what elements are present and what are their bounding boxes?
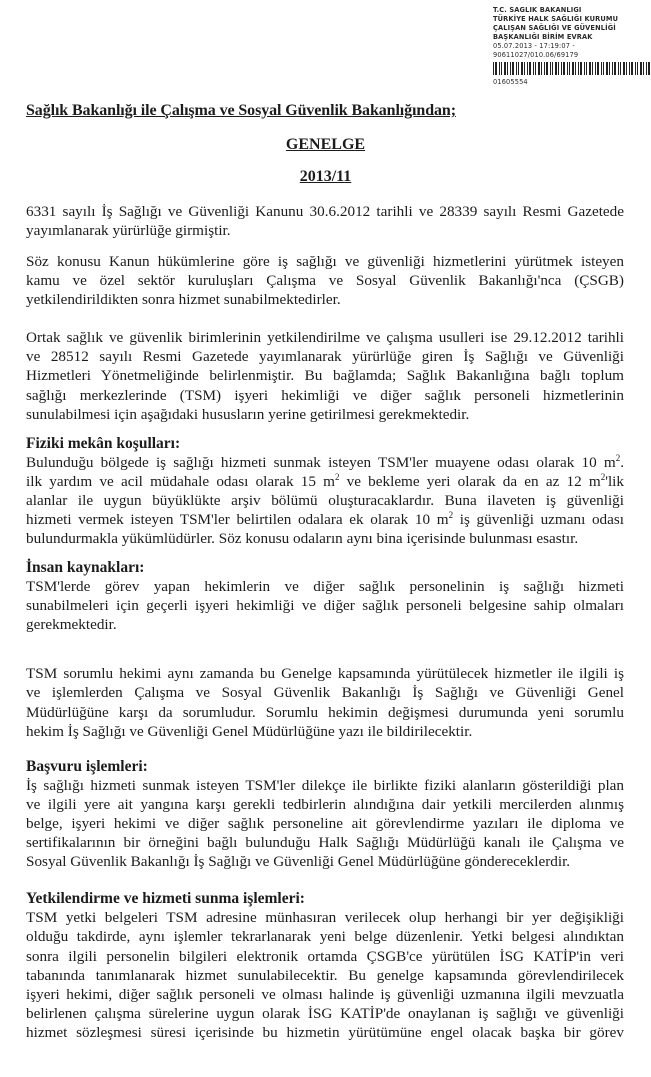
barcode-bar — [620, 62, 621, 75]
document-title: Sağlık Bakanlığı ile Çalışma ve Sosyal Güvenlik Bakanlığından; — [26, 102, 456, 119]
text: . — [620, 454, 624, 471]
barcode-bar — [618, 62, 619, 75]
text: Bulunduğu bölgede iş sağlığı hizmeti sunmak isteyen TSM'ler muayene odası olarak 10 m — [26, 454, 616, 471]
paragraph-line: ve ilgili yere ait yangına karşı gerekli tedbirlerin alındığına dair yetkili mercilerden alınmış — [26, 796, 624, 813]
paragraph-line: belirlenen çalışma sürelerine uygun olarak İSG KATİP'de onaylanan iş sağlığı ve güvenliği — [26, 1005, 624, 1022]
barcode-bar — [597, 62, 599, 75]
paragraph-line: sunabilmeleri için geçerli işyeri hekimliği ve diğer sağlık personeli belgesine sahip olmaları — [26, 597, 624, 614]
barcode-bar — [575, 62, 576, 75]
barcode-bar — [640, 62, 642, 75]
superscript: 2 — [334, 471, 340, 482]
paragraph-line: 6331 sayılı İş Sağlığı ve Güvenliği Kanunu 30.6.2012 tarihli ve 28339 sayılı Resmi Gazetede — [26, 203, 624, 220]
section-heading-application: Başvuru işlemleri: — [26, 758, 148, 775]
stamp-line: T.C. SAĞLIK BAKANLIĞI — [493, 6, 582, 14]
barcode-bar — [584, 62, 585, 75]
barcode-bar — [529, 62, 531, 75]
paragraph-line: ve 28512 sayılı Resmi Gazetede yayımlanarak yürürlüğe giren İş Sağlığı ve Güvenliği — [26, 348, 624, 365]
paragraph-line: işyeri hekimi, diğer sağlık personeli ve olması halinde iş güvenliği uzmanına ilgili mevzuatla — [26, 986, 624, 1003]
barcode-icon — [493, 62, 651, 75]
document-type: GENELGE — [285, 136, 366, 153]
stamp-line: ÇALIŞAN SAĞLIĞI VE GÜVENLİĞİ — [493, 24, 616, 32]
barcode-bar — [538, 62, 540, 75]
barcode-bar — [648, 62, 650, 75]
barcode-bar — [567, 62, 568, 75]
paragraph-line: Söz konusu Kanun hükümlerine göre iş sağlığı ve güvenliği hizmetlerini yürütmek isteyen — [26, 253, 624, 270]
paragraph-line — [26, 511, 624, 529]
barcode-bar — [646, 62, 647, 75]
paragraph-line: TSM yetki belgeleri TSM adresine münhasıran verilecek olup herhangi bir yer değişikliği — [26, 909, 624, 926]
paragraph-line: hekim İş Sağlığı ve Güvenliği Genel Müdürlüğüne yazı ile bildirilecektir. — [26, 723, 473, 740]
barcode-bar — [493, 62, 494, 75]
paragraph-line — [26, 492, 624, 510]
barcode-bar — [580, 62, 582, 75]
text: bulundurmakla yükümlüdürler. Söz konusu odaların aynı bina içerisinde bulunması esastır. — [26, 530, 579, 547]
paragraph-line: Ortak sağlık ve güvenlik birimlerinin yetkilendirilme ve çalışma usulleri ise 29.12.2012 tarihli — [26, 329, 624, 346]
superscript: 2 — [600, 471, 606, 482]
barcode-bar — [572, 62, 574, 75]
text: hizmeti vermek isteyen TSM'ler belirtilen odalara ek olarak 10 m — [26, 511, 449, 528]
section-heading-physical: Fiziki mekân koşulları: — [26, 435, 181, 452]
barcode-bar — [637, 62, 638, 75]
barcode-bar — [546, 62, 548, 75]
paragraph-line: hizmet sözleşmesi süresi içerisinde bu hizmetin yürütümüne engel olacak başka bir görev — [26, 1024, 624, 1041]
barcode-bar — [507, 62, 508, 75]
barcode-bar — [614, 62, 616, 75]
registry-stamp — [493, 6, 651, 87]
text: iş güvenliği uzmanı odası — [453, 511, 625, 528]
section-heading-authorization: Yetkilendirme ve hizmeti sunma işlemleri: — [26, 890, 305, 907]
paragraph-line: olduğu takdirde, aynı işlemler tekrarlanarak yeni belge düzenlenir. Yetki belgesi alındıktan — [26, 928, 624, 945]
barcode-bar — [606, 62, 608, 75]
stamp-reference: 90611027/010.06/69179 — [493, 51, 579, 59]
barcode-bar — [495, 62, 497, 75]
barcode-bars — [493, 62, 651, 75]
barcode-bar — [561, 62, 562, 75]
barcode-bar — [524, 62, 525, 75]
barcode-bar — [601, 62, 602, 75]
paragraph-line — [26, 473, 624, 491]
section-heading-human-resources: İnsan kaynakları: — [26, 559, 145, 576]
barcode-bar — [569, 62, 570, 75]
barcode-bar — [589, 62, 591, 75]
paragraph-line — [26, 530, 624, 548]
paragraph-line: kamu ve özel sektör kuruluşları Çalışma ve Sosyal Güvenlik Bakanlığı'nca (ÇSGB) — [26, 272, 624, 289]
text: alanlar ile uygun büyüklükte arşiv bölümü oluşturacaklardır. Buna ilaveten iş güvenliği — [26, 492, 624, 509]
paragraph-line: sertifikalarının bir örneğini bağlı bulunduğu Halk Sağlığı Müdürlüğü kanalı ile Çalışma ve — [26, 834, 624, 851]
barcode-bar — [510, 62, 511, 75]
paragraph-line: sağlığı merkezlerinde (TSM) işyeri hekimliği ve diğer sağlık personeli hizmetlerinin — [26, 387, 624, 404]
barcode-bar — [586, 62, 587, 75]
barcode-bar — [643, 62, 644, 75]
stamp-datetime: 05.07.2013 - 17:19:07 - — [493, 42, 575, 50]
paragraph-line: yayımlanarak yürürlüğe girmiştir. — [26, 222, 231, 239]
barcode-bar — [501, 62, 502, 75]
stamp-line: TÜRKİYE HALK SAĞLIĞI KURUMU — [493, 15, 619, 23]
barcode-bar — [527, 62, 528, 75]
paragraph-line: Müdürlüğüne karşı da sorumludur. Sorumlu hekimin değişmesi durumunda yeni sorumlu — [26, 704, 624, 721]
barcode-bar — [578, 62, 579, 75]
text: ilk yardım ve acil müdahale odası olarak 15 m — [26, 473, 335, 490]
superscript: 2 — [448, 509, 454, 520]
paragraph-line: tabanında tanımlanarak hizmet sunulabilecektir. Bu genelge kapsamında görevlendirilecek — [26, 967, 624, 984]
text: 'lik — [605, 473, 624, 490]
barcode-bar — [518, 62, 519, 75]
barcode-bar — [558, 62, 559, 75]
barcode-bar — [516, 62, 517, 75]
paragraph-line: belge, işyeri hekimi ve diğer sağlık personeline ait görevlendirme yazıları ile diploma ve — [26, 815, 624, 832]
barcode-bar — [592, 62, 593, 75]
barcode-number: 01605554 — [493, 78, 528, 86]
paragraph-line: sonra ilgili personelin bilgileri elektronik ortamda ÇSGB'ce yürütülen İSG KATİP'in veri — [26, 948, 624, 965]
paragraph-line: gerekmektedir. — [26, 616, 117, 633]
barcode-bar — [635, 62, 636, 75]
barcode-bar — [550, 62, 551, 75]
barcode-bar — [533, 62, 534, 75]
barcode-bar — [521, 62, 523, 75]
barcode-bar — [626, 62, 627, 75]
text: ve bekleme yeri olarak da en az 12 m — [339, 473, 601, 490]
barcode-bar — [504, 62, 506, 75]
paragraph-line: sunulabilmesi için aşağıdaki hususların yerine getirilmesi gerekmektedir. — [26, 406, 470, 423]
barcode-bar — [512, 62, 514, 75]
barcode-bar — [595, 62, 596, 75]
barcode-bar — [631, 62, 633, 75]
barcode-bar — [629, 62, 630, 75]
paragraph-line: Hizmetleri Yönetmeliğinde belirlenmiştir. Bu bağlamda; Sağlık Bakanlığına bağlı toplum — [26, 367, 624, 384]
paragraph-line: ve işlemlerden Çalışma ve Sosyal Güvenlik Bakanlığı İş Sağlığı ve Güvenliği Genel — [26, 684, 624, 701]
stamp-line: BAŞKANLIĞI BİRİM EVRAK — [493, 33, 593, 41]
barcode-bar — [623, 62, 625, 75]
paragraph-line: yetkilendirildikten sonra hizmet sunabilmektedirler. — [26, 291, 341, 308]
superscript: 2 — [615, 452, 621, 463]
barcode-bar — [612, 62, 613, 75]
paragraph-line: Sosyal Güvenlik Bakanlığı İş Sağlığı ve Güvenliği Genel Müdürlüğüne göndereceklerdir. — [26, 853, 571, 870]
barcode-bar — [544, 62, 545, 75]
paragraph-line: TSM'lerde görev yapan hekimlerin ve diğer sağlık personelinin iş sağlığı hizmeti — [26, 578, 624, 595]
barcode-bar — [552, 62, 553, 75]
barcode-bar — [541, 62, 542, 75]
barcode-bar — [563, 62, 565, 75]
barcode-bar — [609, 62, 610, 75]
barcode-bar — [535, 62, 536, 75]
paragraph-line: İş sağlığı hizmeti sunmak isteyen TSM'ler dilekçe ile birlikte fiziki alanların gösterildiği plan — [26, 777, 624, 794]
barcode-bar — [603, 62, 604, 75]
document-number: 2013/11 — [299, 168, 352, 185]
barcode-bar — [555, 62, 557, 75]
paragraph-line: TSM sorumlu hekimi aynı zamanda bu Genelge kapsamında yürütülecek hizmetler ile ilgili iş — [26, 665, 624, 682]
paragraph-line — [26, 454, 624, 472]
barcode-bar — [499, 62, 500, 75]
